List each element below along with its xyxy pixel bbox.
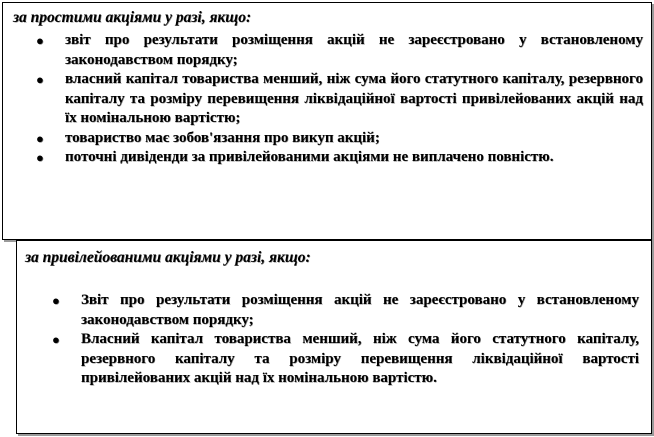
- list-item: [31, 31, 643, 70]
- list-item-text: поточні дивіденди за привілейованими акціями не виплачено повністю.: [65, 149, 554, 165]
- list-item-text: товариство має зобов'язання про викуп акцій;: [65, 129, 380, 146]
- list-item: [31, 129, 643, 149]
- bullet-icon: ●: [52, 293, 60, 308]
- list-item: [47, 291, 639, 330]
- preferred-shares-list: [47, 291, 639, 389]
- list-item-text: власний капітал товариства менший, ніж сума його статутного капіталу, резервного капіталу та розміру перевищення ліквідаційної вартості привілейованих акцій над їх номінальною вартістю;: [65, 71, 643, 126]
- list-item: [31, 70, 643, 129]
- bullet-icon: ●: [36, 130, 44, 146]
- list-item-text: Власний капітал товариства менший, ніж сума його статутного капіталу, резервного капіталу та розміру перевищення ліквідаційної вартості привілейованих акцій над їх номінальною вартістю.: [81, 331, 639, 386]
- bullet-icon: ●: [52, 332, 60, 347]
- preferred-shares-heading: за привілейованими акціями у разі, якщо:: [25, 249, 311, 266]
- list-item: [47, 330, 639, 389]
- common-shares-list: [31, 31, 643, 168]
- list-item: [31, 148, 643, 168]
- common-shares-box: [2, 2, 652, 240]
- list-item-text: звіт про результати розміщення акцій не зареєстровано у встановленому законодавством порядку;: [65, 32, 643, 68]
- preferred-shares-box: [16, 240, 652, 434]
- bullet-icon: ●: [36, 72, 44, 87]
- bullet-icon: ●: [36, 33, 44, 48]
- list-item-text: Звіт про результати розміщення акцій не зареєстровано у встановленому законодавством порядку;: [81, 292, 639, 328]
- bullet-icon: ●: [36, 150, 44, 165]
- common-shares-heading: за простими акціями у разі, якщо:: [13, 9, 252, 26]
